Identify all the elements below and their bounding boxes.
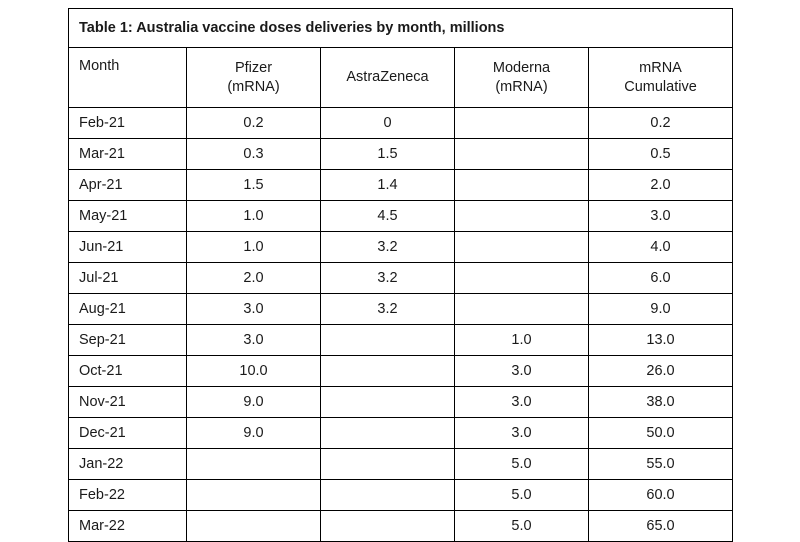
cell-pfizer	[187, 480, 321, 511]
column-header-month	[69, 48, 187, 108]
cell-astrazeneca	[321, 418, 455, 449]
cell-astrazeneca: 3.2	[321, 232, 455, 263]
cell-moderna	[455, 139, 589, 170]
table-row	[69, 294, 733, 325]
cell-moderna: 5.0	[455, 511, 589, 542]
column-header-moderna-line2: (mRNA)	[495, 78, 548, 95]
cell-astrazeneca: 3.2	[321, 263, 455, 294]
cell-moderna: 1.0	[455, 325, 589, 356]
cell-astrazeneca	[321, 325, 455, 356]
cell-pfizer: 1.5	[187, 170, 321, 201]
cell-moderna: 3.0	[455, 356, 589, 387]
cell-month: Oct-21	[69, 356, 187, 387]
table-row	[69, 356, 733, 387]
cell-mrna-cumulative: 60.0	[589, 480, 733, 511]
cell-astrazeneca: 3.2	[321, 294, 455, 325]
cell-moderna	[455, 232, 589, 263]
table-row	[69, 418, 733, 449]
cell-mrna-cumulative: 38.0	[589, 387, 733, 418]
table-row	[69, 232, 733, 263]
cell-month: Mar-22	[69, 511, 187, 542]
table-row	[69, 511, 733, 542]
table-caption-row	[69, 9, 733, 48]
cell-month: Apr-21	[69, 170, 187, 201]
table-row	[69, 139, 733, 170]
cell-moderna	[455, 263, 589, 294]
cell-astrazeneca	[321, 356, 455, 387]
column-header-mrna-cumulative-line2: Cumulative	[624, 78, 697, 95]
cell-mrna-cumulative: 0.2	[589, 108, 733, 139]
cell-pfizer: 0.3	[187, 139, 321, 170]
column-header-mrna-cumulative	[589, 48, 733, 108]
cell-mrna-cumulative: 9.0	[589, 294, 733, 325]
cell-pfizer: 1.0	[187, 232, 321, 263]
cell-month: Feb-21	[69, 108, 187, 139]
cell-mrna-cumulative: 26.0	[589, 356, 733, 387]
cell-astrazeneca	[321, 480, 455, 511]
cell-pfizer: 9.0	[187, 387, 321, 418]
cell-month: Nov-21	[69, 387, 187, 418]
cell-moderna: 3.0	[455, 387, 589, 418]
cell-mrna-cumulative: 6.0	[589, 263, 733, 294]
cell-mrna-cumulative: 0.5	[589, 139, 733, 170]
column-header-moderna-line1: Moderna	[492, 60, 551, 77]
cell-pfizer: 1.0	[187, 201, 321, 232]
cell-pfizer	[187, 511, 321, 542]
cell-moderna	[455, 170, 589, 201]
cell-pfizer: 2.0	[187, 263, 321, 294]
column-header-pfizer	[187, 48, 321, 108]
cell-mrna-cumulative: 55.0	[589, 449, 733, 480]
cell-moderna	[455, 201, 589, 232]
cell-pfizer: 10.0	[187, 356, 321, 387]
cell-mrna-cumulative: 3.0	[589, 201, 733, 232]
cell-moderna: 5.0	[455, 449, 589, 480]
cell-mrna-cumulative: 13.0	[589, 325, 733, 356]
column-header-pfizer-line2: (mRNA)	[227, 78, 280, 95]
cell-astrazeneca: 4.5	[321, 201, 455, 232]
cell-moderna: 5.0	[455, 480, 589, 511]
table-row	[69, 480, 733, 511]
table-row	[69, 387, 733, 418]
column-header-month-line1: Month	[79, 58, 120, 74]
cell-moderna	[455, 108, 589, 139]
cell-month: May-21	[69, 201, 187, 232]
table-header-row	[69, 48, 733, 108]
cell-pfizer: 0.2	[187, 108, 321, 139]
cell-month: Mar-21	[69, 139, 187, 170]
cell-month: Feb-22	[69, 480, 187, 511]
table-row	[69, 170, 733, 201]
table-row	[69, 108, 733, 139]
cell-moderna: 3.0	[455, 418, 589, 449]
cell-month: Jul-21	[69, 263, 187, 294]
table-caption: Table 1: Australia vaccine doses deliveries by month, millions	[69, 9, 733, 48]
cell-astrazeneca: 0	[321, 108, 455, 139]
column-header-astrazeneca-line1: AstraZeneca	[346, 69, 429, 86]
column-header-moderna	[455, 48, 589, 108]
cell-astrazeneca	[321, 387, 455, 418]
cell-month: Sep-21	[69, 325, 187, 356]
cell-mrna-cumulative: 50.0	[589, 418, 733, 449]
cell-month: Jan-22	[69, 449, 187, 480]
cell-pfizer: 9.0	[187, 418, 321, 449]
cell-month: Dec-21	[69, 418, 187, 449]
table-row	[69, 201, 733, 232]
cell-astrazeneca	[321, 449, 455, 480]
cell-mrna-cumulative: 2.0	[589, 170, 733, 201]
column-header-pfizer-line1: Pfizer	[234, 60, 273, 77]
table-row	[69, 325, 733, 356]
cell-astrazeneca	[321, 511, 455, 542]
cell-pfizer: 3.0	[187, 294, 321, 325]
cell-month: Jun-21	[69, 232, 187, 263]
cell-mrna-cumulative: 4.0	[589, 232, 733, 263]
table-row	[69, 449, 733, 480]
column-header-astrazeneca	[321, 48, 455, 108]
cell-pfizer	[187, 449, 321, 480]
vaccine-deliveries-table	[68, 8, 733, 542]
cell-mrna-cumulative: 65.0	[589, 511, 733, 542]
vaccine-deliveries-table-container	[68, 8, 732, 542]
cell-astrazeneca: 1.5	[321, 139, 455, 170]
cell-pfizer: 3.0	[187, 325, 321, 356]
table-row	[69, 263, 733, 294]
column-header-mrna-cumulative-line1: mRNA	[639, 60, 682, 77]
cell-astrazeneca: 1.4	[321, 170, 455, 201]
cell-month: Aug-21	[69, 294, 187, 325]
cell-moderna	[455, 294, 589, 325]
